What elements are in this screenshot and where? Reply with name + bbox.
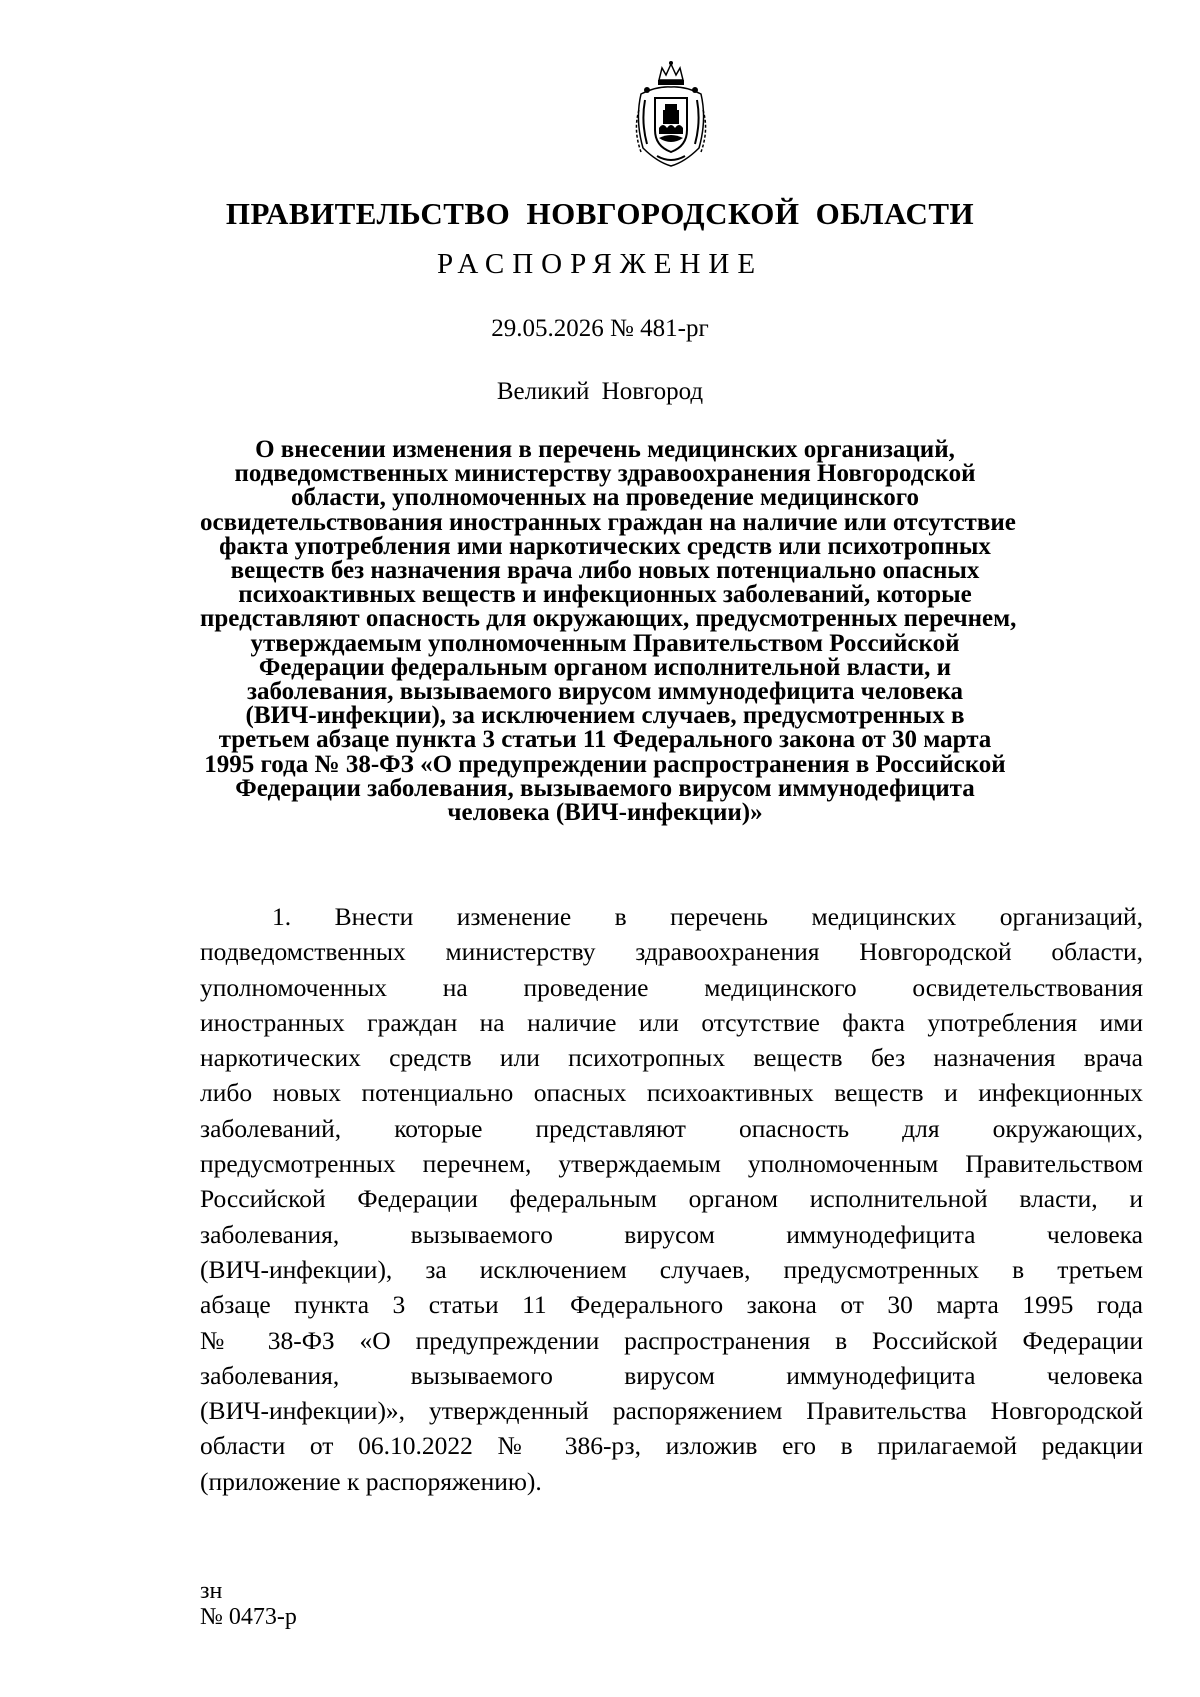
title-line: освидетельствования иностранных граждан на наличие или отсутствие bbox=[200, 508, 1016, 536]
title-line: третьем абзаце пункта 3 статьи 11 Федерального закона от 30 марта bbox=[218, 726, 992, 754]
body-line: области от 06.10.2022 № 386-рз, изложив его в прилагаемой редакции bbox=[200, 1431, 1143, 1461]
document-type: РАСПОРЯЖЕНИЕ bbox=[436, 248, 764, 280]
body-line: заболеваний, которые представляют опасность для окружающих, bbox=[200, 1113, 1143, 1143]
body-line: (ВИЧ-инфекции)», утвержденный распоряжением Правительства Новгородской bbox=[200, 1396, 1143, 1426]
title-line: представляют опасность для окружающих, предусмотренных перечнем, bbox=[200, 605, 1017, 633]
title-line: подведомственных министерству здравоохранения Новгородской bbox=[234, 460, 976, 488]
body-line: Российской Федерации федеральным органом исполнительной власти, и bbox=[200, 1184, 1143, 1214]
body-line: № 38-ФЗ «О предупреждении распространения в Российской Федерации bbox=[200, 1325, 1143, 1355]
coat-of-arms-emblem bbox=[629, 60, 713, 168]
title-line: заболевания, вызываемого вирусом иммунодефицита человека bbox=[246, 678, 964, 706]
title-line: факта употребления ими наркотических средств или психотропных bbox=[219, 532, 991, 560]
document-footer bbox=[200, 1578, 297, 1630]
body-line: 1. Внести изменение в перечень медицинских организаций, bbox=[272, 902, 1143, 931]
title-line: Федерации заболевания, вызываемого вирусом иммунодефицита bbox=[235, 774, 975, 802]
body-line: заболевания, вызываемого вирусом иммунодефицита человека bbox=[200, 1360, 1143, 1390]
title-line: 1995 года № 38-ФЗ «О предупреждении распространения в Российской bbox=[204, 750, 1006, 778]
title-line: области, уполномоченных на проведение медицинского bbox=[290, 484, 919, 512]
title-line: (ВИЧ-инфекции), за исключением случаев, предусмотренных в bbox=[245, 702, 965, 730]
body-line: абзаце пункта 3 статьи 11 Федерального закона от 30 марта 1995 года bbox=[200, 1290, 1143, 1320]
footer-registration-number: № 0473-р bbox=[200, 1604, 297, 1630]
title-line: психоактивных веществ и инфекционных заболеваний, которые bbox=[238, 581, 972, 609]
footer-initials: зн bbox=[200, 1578, 223, 1604]
document-title bbox=[200, 436, 1017, 827]
organization-name: ПРАВИТЕЛЬСТВО НОВГОРОДСКОЙ ОБЛАСТИ bbox=[225, 196, 975, 231]
body-line: либо новых потенциально опасных психоактивных веществ и инфекционных bbox=[200, 1078, 1143, 1108]
body-line: иностранных граждан на наличие или отсутствие факта употребления ими bbox=[200, 1007, 1143, 1037]
body-line: заболевания, вызываемого вирусом иммунодефицита человека bbox=[200, 1219, 1143, 1249]
title-line: веществ без назначения врача либо новых потенциально опасных bbox=[230, 557, 980, 585]
title-line: утверждаемым уполномоченным Правительством Российской bbox=[250, 629, 960, 657]
title-line: человека (ВИЧ-инфекции)» bbox=[447, 799, 763, 827]
body-line: (приложение к распоряжению). bbox=[200, 1466, 542, 1496]
document-city: Великий Новгород bbox=[496, 378, 704, 405]
body-line: уполномоченных на проведение медицинского освидетельствования bbox=[200, 972, 1143, 1002]
body-line: (ВИЧ-инфекции), за исключением случаев, предусмотренных в третьем bbox=[200, 1254, 1143, 1284]
title-line: Федерации федеральным органом исполнительной власти, и bbox=[258, 653, 952, 681]
body-line: подведомственных министерству здравоохранения Новгородской области, bbox=[200, 937, 1143, 967]
body-line: наркотических средств или психотропных веществ без назначения врача bbox=[200, 1043, 1143, 1073]
title-line: О внесении изменения в перечень медицинских организаций, bbox=[255, 436, 955, 463]
body-line: предусмотренных перечнем, утверждаемым уполномоченным Правительством bbox=[200, 1149, 1143, 1179]
document-date-number: 29.05.2026 № 481-рг bbox=[491, 315, 709, 342]
document-body-paragraph bbox=[200, 899, 1143, 1499]
